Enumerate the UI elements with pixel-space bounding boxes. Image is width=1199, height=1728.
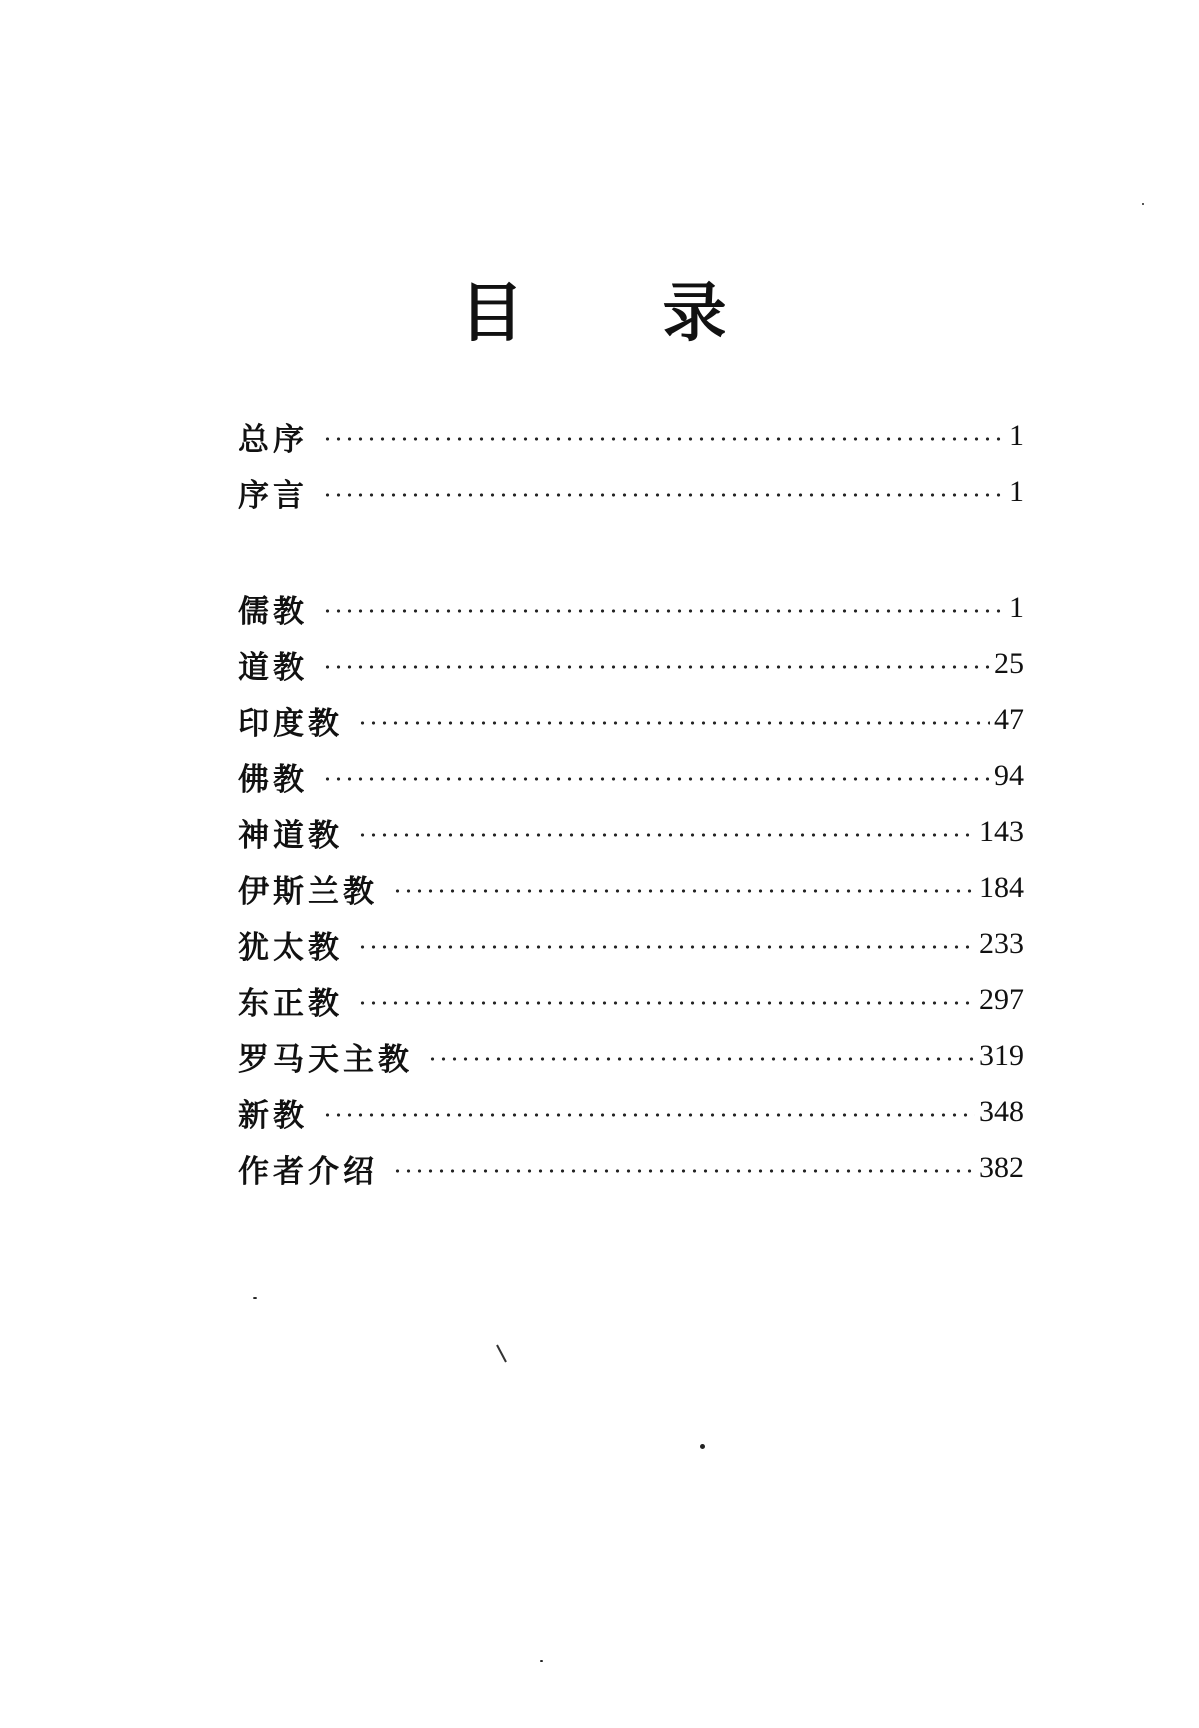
scan-mark (495, 1343, 509, 1365)
toc-entry-page: 319 (979, 1039, 1024, 1072)
toc-entry-label: 犹太教 (238, 929, 343, 966)
toc-entry-page: 1 (1009, 419, 1024, 452)
toc-entry-page: 297 (979, 983, 1024, 1016)
scan-speck (540, 1660, 543, 1662)
toc-entry-page: 143 (979, 815, 1024, 848)
dot-leader (357, 721, 990, 725)
title-char: 目 (459, 276, 537, 351)
toc-entry-label: 儒教 (238, 593, 308, 630)
toc-entry-label: 道教 (238, 649, 308, 686)
dot-leader (322, 1113, 975, 1117)
toc-entry-label: 伊斯兰教 (238, 873, 378, 910)
toc-entry[interactable] (238, 697, 1024, 743)
toc-entry[interactable] (238, 1145, 1024, 1191)
dot-leader (322, 777, 990, 781)
dot-leader (357, 1001, 975, 1005)
toc-entry-page: 25 (994, 647, 1024, 680)
dot-leader (322, 437, 1005, 441)
scan-speck (700, 1444, 705, 1449)
toc-entry[interactable] (238, 977, 1024, 1023)
scan-speck (253, 1297, 257, 1299)
toc-entry-page: 1 (1009, 475, 1024, 508)
scan-speck (1142, 203, 1144, 205)
dot-leader (322, 609, 1005, 613)
toc-entry-label: 印度教 (238, 705, 343, 742)
dot-leader (322, 665, 990, 669)
toc-entry-page: 1 (1009, 591, 1024, 624)
dot-leader (392, 1169, 975, 1173)
toc-entry-label: 新教 (238, 1097, 308, 1134)
toc-entry-label: 东正教 (238, 985, 343, 1022)
toc-entry-page: 94 (994, 759, 1024, 792)
page-title (0, 262, 1199, 354)
toc-entry-page: 47 (994, 703, 1024, 736)
toc-entry[interactable] (238, 809, 1024, 855)
dot-leader (322, 493, 1005, 497)
toc-entry[interactable] (238, 1033, 1024, 1079)
toc-entry-page: 233 (979, 927, 1024, 960)
toc-entry-front-matter[interactable] (238, 469, 1024, 515)
dot-leader (392, 889, 975, 893)
dot-leader (427, 1057, 975, 1061)
toc-entry-label: 序言 (238, 477, 308, 514)
toc-entry-label: 作者介绍 (238, 1153, 378, 1190)
toc-entry-label: 神道教 (238, 817, 343, 854)
dot-leader (357, 945, 975, 949)
toc-entry-label: 总序 (238, 421, 308, 458)
dot-leader (357, 833, 975, 837)
toc-entry-label: 佛教 (238, 761, 308, 798)
toc-entry-page: 184 (979, 871, 1024, 904)
toc-entry-label: 罗马天主教 (238, 1041, 413, 1078)
toc-entry-front-matter[interactable] (238, 413, 1024, 459)
toc-entry-page: 382 (979, 1151, 1024, 1184)
toc-entry[interactable] (238, 641, 1024, 687)
toc-entry[interactable] (238, 1089, 1024, 1135)
toc-entry[interactable] (238, 921, 1024, 967)
toc-entry-page: 348 (979, 1095, 1024, 1128)
toc-entry[interactable] (238, 753, 1024, 799)
title-char: 录 (662, 276, 740, 351)
toc-entry[interactable] (238, 865, 1024, 911)
toc-entry[interactable] (238, 585, 1024, 631)
